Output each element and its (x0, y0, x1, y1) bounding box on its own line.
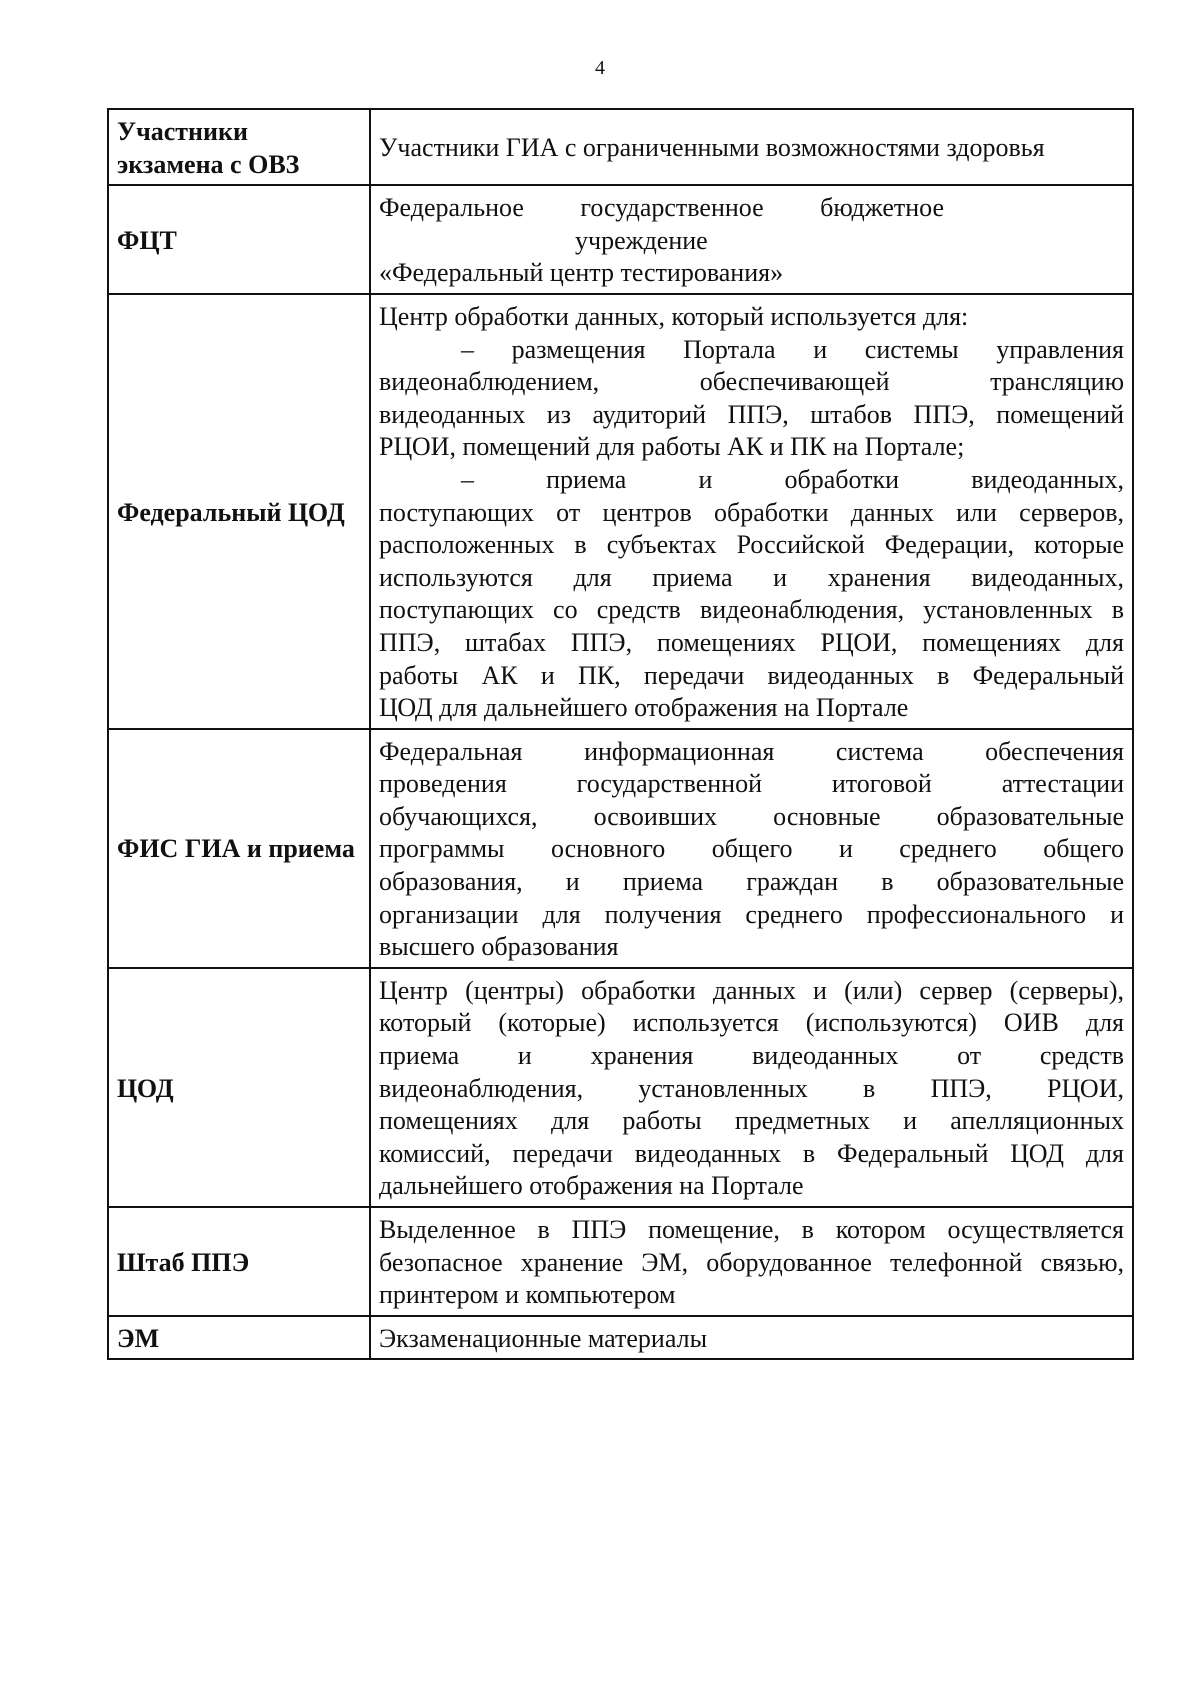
definition-line: Федеральное государственное бюджетное (379, 193, 944, 223)
definition-cell (370, 185, 1133, 294)
definition-line: дальнейшего отображения на Портале (379, 1171, 804, 1201)
definition-line: обучающихся, освоивших основные образовательные (379, 801, 1124, 831)
definition-line: комиссий, передачи видеоданных в Федеральный ЦОД для (379, 1138, 1124, 1168)
definition-line: работы АК и ПК, передачи видеоданных в Федеральный (379, 660, 1124, 690)
definition-line: Центр (центры) обработки данных и (или) сервер (серверы), (379, 975, 1124, 1005)
glossary-table (107, 108, 1134, 1360)
definition-cell (370, 294, 1133, 729)
definition-line: Выделенное в ППЭ помещение, в котором осуществляется (379, 1215, 1124, 1244)
definition-line: программы основного общего и среднего общего (379, 834, 1124, 864)
definition-line: ППЭ, штабах ППЭ, помещениях РЦОИ, помещениях для (379, 627, 1124, 657)
definition-line: Центр обработки данных, который используется для: (379, 301, 969, 331)
definition-cell (370, 729, 1133, 968)
definition-cell (370, 109, 1133, 185)
table-row (108, 109, 1133, 185)
definition-line: РЦОИ, помещений для работы АК и ПК на Портале; (379, 432, 965, 462)
definition-line: «Федеральный центр тестирования» (379, 258, 784, 288)
definition-line: безопасное хранение ЭМ, оборудованное телефонной связью, (379, 1247, 1124, 1277)
definition-line: принтером и компьютером (379, 1280, 676, 1310)
table-row (108, 1316, 1133, 1360)
table-row (108, 1207, 1133, 1316)
term-cell: Штаб ППЭ (108, 1207, 370, 1316)
definition-line: – размещения Портала и системы управления (461, 334, 1124, 364)
definition-line: поступающих со средств видеонаблюдения, установленных в (379, 595, 1124, 625)
page-number: 4 (595, 57, 605, 79)
term-cell: ЭМ (108, 1316, 370, 1360)
definition-line: помещениях для работы предметных и апелляционных (379, 1106, 1124, 1136)
term-cell: Участники экзамена с ОВЗ (108, 109, 370, 185)
definition-line: видеоданных из аудиторий ППЭ, штабов ППЭ, помещений (379, 399, 1124, 429)
definition-line: видеонаблюдением, обеспечивающей трансляцию (379, 367, 1124, 397)
definition-line: видеонаблюдения, установленных в ППЭ, РЦОИ, (379, 1073, 1124, 1103)
definition-line: организации для получения среднего профессионального и (379, 899, 1124, 929)
definition-line: поступающих от центров обработки данных или серверов, (379, 497, 1124, 527)
definition-line: образования, и приема граждан в образовательные (379, 867, 1124, 897)
definition-line: приема и хранения видеоданных от средств (379, 1041, 1124, 1071)
definition-cell (370, 1316, 1133, 1360)
term-cell: ЦОД (108, 968, 370, 1207)
definition-line: который (которые) используется (используются) ОИВ для (379, 1008, 1124, 1038)
table-row (108, 294, 1133, 729)
definition-line: учреждение (575, 225, 708, 255)
definition-line: проведения государственной итоговой аттестации (379, 769, 1124, 799)
definition-cell (370, 968, 1133, 1207)
definition-line: Федеральная информационная система обеспечения (379, 736, 1124, 766)
definition-line: – приема и обработки видеоданных, (461, 464, 1124, 494)
definition-line: Участники ГИА с ограниченными возможностями здоровья (379, 133, 1045, 163)
definition-line: ЦОД для дальнейшего отображения на Портале (379, 693, 909, 723)
table-row (108, 729, 1133, 968)
term-cell: ФЦТ (108, 185, 370, 294)
term-cell: ФИС ГИА и приема (108, 729, 370, 968)
definition-line: высшего образования (379, 932, 619, 962)
definition-line: используются для приема и хранения видеоданных, (379, 562, 1124, 592)
definition-line: Экзаменационные материалы (379, 1323, 708, 1353)
term-cell: Федеральный ЦОД (108, 294, 370, 729)
table-row (108, 968, 1133, 1207)
table-row (108, 185, 1133, 294)
definition-cell (370, 1207, 1133, 1316)
definition-line: расположенных в субъектах Российской Федерации, которые (379, 530, 1124, 560)
